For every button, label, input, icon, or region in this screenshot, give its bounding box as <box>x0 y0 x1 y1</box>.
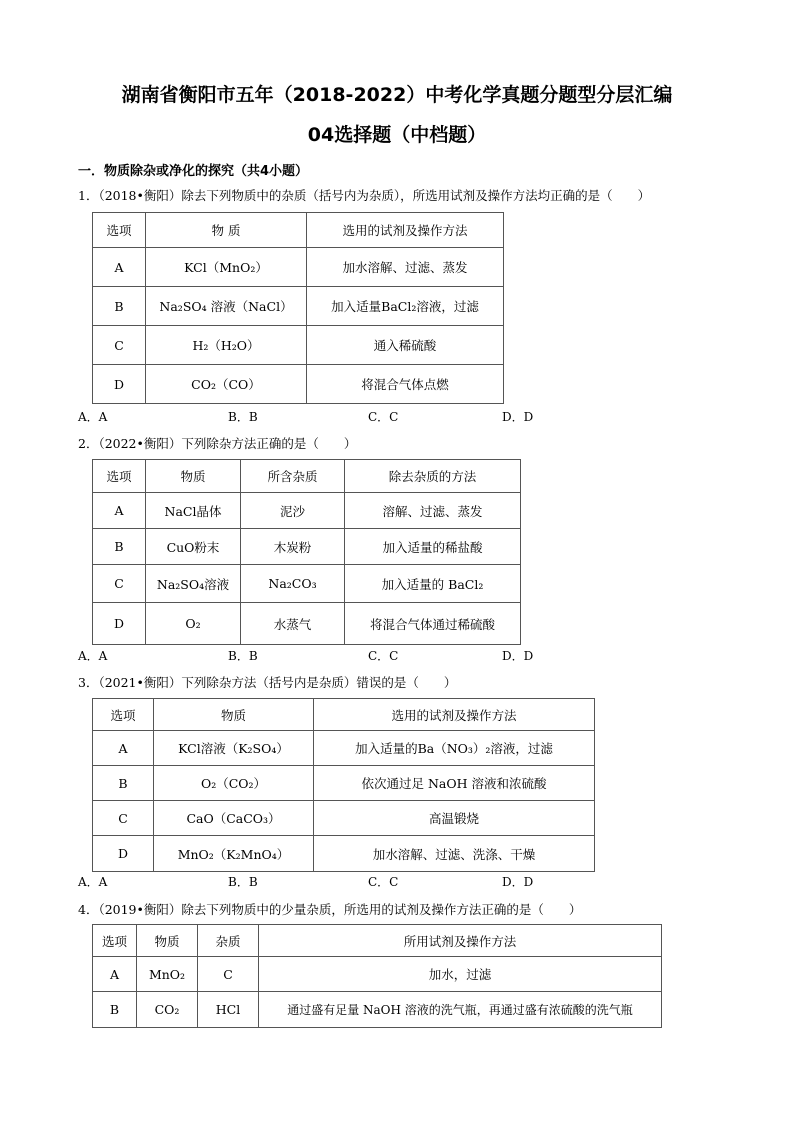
option-cell: A <box>93 248 146 287</box>
document-title-line-1: 湖南省衡阳市五年（2018-2022）中考化学真题分题型分层汇编 <box>121 84 673 106</box>
substance-cell: H₂（H₂O） <box>146 326 307 365</box>
option-cell: B <box>93 766 154 801</box>
header-cell: 选项 <box>93 699 154 731</box>
header-cell: 所用试剂及操作方法 <box>259 925 662 957</box>
method-cell: 通过盛有足量 NaOH 溶液的洗气瓶，再通过盛有浓硫酸的洗气瓶 <box>259 992 662 1028</box>
substance-cell: MnO₂ <box>137 957 198 992</box>
table-header-row <box>93 213 504 248</box>
option-cell: C <box>93 326 146 365</box>
impurity-cell: C <box>198 957 259 992</box>
question-2-table <box>92 459 521 645</box>
choice-c[interactable]: C．C <box>368 410 399 424</box>
choice-b[interactable]: B．B <box>228 410 258 424</box>
method-cell: 将混合气体点燃 <box>307 365 504 404</box>
method-cell: 溶解、过滤、蒸发 <box>345 493 521 529</box>
table-row <box>93 731 595 766</box>
choice-b[interactable]: B．B <box>228 875 258 889</box>
choice-a[interactable]: A．A <box>78 875 108 889</box>
option-cell: B <box>93 992 137 1028</box>
table-row <box>93 529 521 565</box>
header-cell: 选用的试剂及操作方法 <box>314 699 595 731</box>
option-cell: D <box>93 365 146 404</box>
choice-d[interactable]: D．D <box>502 410 534 424</box>
impurity-cell: 木炭粉 <box>241 529 345 565</box>
substance-cell: O₂（CO₂） <box>154 766 314 801</box>
substance-cell: CuO粉末 <box>146 529 241 565</box>
table-row <box>93 365 504 404</box>
method-cell: 加水溶解、过滤、洗涤、干燥 <box>314 836 595 872</box>
method-cell: 将混合气体通过稀硫酸 <box>345 603 521 645</box>
method-cell: 加入适量BaCl₂溶液，过滤 <box>307 287 504 326</box>
option-cell: C <box>93 801 154 836</box>
option-cell: A <box>93 731 154 766</box>
table-row <box>93 493 521 529</box>
substance-cell: CO₂（CO） <box>146 365 307 404</box>
substance-cell: MnO₂（K₂MnO₄） <box>154 836 314 872</box>
table-row <box>93 992 662 1028</box>
substance-cell: CaO（CaCO₃） <box>154 801 314 836</box>
impurity-cell: 泥沙 <box>241 493 345 529</box>
substance-cell: NaCl晶体 <box>146 493 241 529</box>
impurity-cell: HCl <box>198 992 259 1028</box>
question-3-stem: 3．（2021•衡阳）下列除杂方法（括号内是杂质）错误的是（ ） <box>78 675 457 690</box>
header-cell: 物质 <box>137 925 198 957</box>
method-cell: 加入适量的 BaCl₂ <box>345 565 521 603</box>
substance-cell: KCl（MnO₂） <box>146 248 307 287</box>
table-row <box>93 287 504 326</box>
header-cell: 物 质 <box>146 213 307 248</box>
method-cell: 加水溶解、过滤、蒸发 <box>307 248 504 287</box>
header-cell: 选项 <box>93 213 146 248</box>
option-cell: C <box>93 565 146 603</box>
option-cell: A <box>93 957 137 992</box>
header-cell: 选用的试剂及操作方法 <box>307 213 504 248</box>
question-2-stem: 2．（2022•衡阳）下列除杂方法正确的是（ ） <box>78 436 357 451</box>
header-cell: 选项 <box>93 925 137 957</box>
question-1-stem: 1．（2018•衡阳）除去下列物质中的杂质（括号内为杂质），所选用试剂及操作方法均正确的是（ ） <box>78 188 651 203</box>
impurity-cell: Na₂CO₃ <box>241 565 345 603</box>
header-cell: 物质 <box>154 699 314 731</box>
header-cell: 所含杂质 <box>241 460 345 493</box>
substance-cell: Na₂SO₄溶液 <box>146 565 241 603</box>
table-row <box>93 801 595 836</box>
choice-d[interactable]: D．D <box>502 875 534 889</box>
option-cell: D <box>93 603 146 645</box>
table-row <box>93 326 504 365</box>
method-cell: 通入稀硫酸 <box>307 326 504 365</box>
substance-cell: CO₂ <box>137 992 198 1028</box>
table-row <box>93 603 521 645</box>
method-cell: 高温锻烧 <box>314 801 595 836</box>
table-row <box>93 836 595 872</box>
impurity-cell: 水蒸气 <box>241 603 345 645</box>
method-cell: 加水，过滤 <box>259 957 662 992</box>
table-row <box>93 766 595 801</box>
question-3-table <box>92 698 595 872</box>
header-cell: 选项 <box>93 460 146 493</box>
choice-c[interactable]: C．C <box>368 649 399 663</box>
substance-cell: O₂ <box>146 603 241 645</box>
table-row <box>93 248 504 287</box>
option-cell: B <box>93 529 146 565</box>
choice-d[interactable]: D．D <box>502 649 534 663</box>
section-heading: 一．物质除杂或净化的探究（共4小题） <box>78 164 309 179</box>
header-cell: 物质 <box>146 460 241 493</box>
option-cell: D <box>93 836 154 872</box>
question-4-table <box>92 924 662 1028</box>
method-cell: 加入适量的稀盐酸 <box>345 529 521 565</box>
table-header-row <box>93 925 662 957</box>
method-cell: 依次通过足 NaOH 溶液和浓硫酸 <box>314 766 595 801</box>
document-title-line-2: 04选择题（中档题） <box>307 124 487 146</box>
header-cell: 除去杂质的方法 <box>345 460 521 493</box>
substance-cell: KCl溶液（K₂SO₄） <box>154 731 314 766</box>
substance-cell: Na₂SO₄ 溶液（NaCl） <box>146 287 307 326</box>
option-cell: B <box>93 287 146 326</box>
table-row <box>93 957 662 992</box>
method-cell: 加入适量的Ba（NO₃）₂溶液，过滤 <box>314 731 595 766</box>
choice-c[interactable]: C．C <box>368 875 399 889</box>
choice-b[interactable]: B．B <box>228 649 258 663</box>
header-cell: 杂质 <box>198 925 259 957</box>
choice-a[interactable]: A．A <box>78 649 108 663</box>
choice-a[interactable]: A．A <box>78 410 108 424</box>
table-header-row <box>93 699 595 731</box>
option-cell: A <box>93 493 146 529</box>
question-4-stem: 4．（2019•衡阳）除去下列物质中的少量杂质，所选用的试剂及操作方法正确的是（ ） <box>78 902 582 917</box>
question-1-table <box>92 212 504 404</box>
table-header-row <box>93 460 521 493</box>
table-row <box>93 565 521 603</box>
